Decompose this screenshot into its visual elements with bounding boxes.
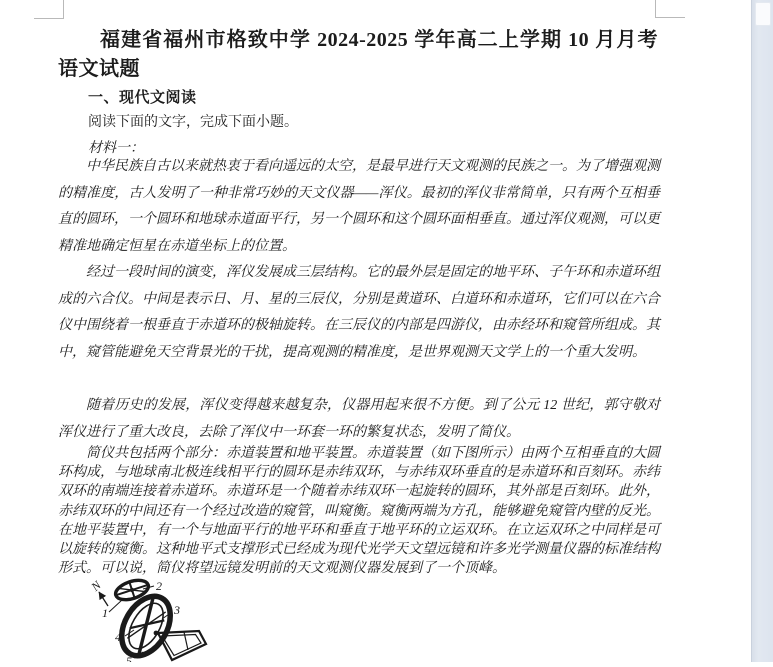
armillary-figure-drawing [86,574,221,662]
figure-label-4: 4 [115,630,121,644]
paragraph-1: 中华民族自古以来就热衷于看向遥远的太空，是最早进行天文观测的民族之一。为了增强观测的精准度，古人发明了一种非常巧妙的天文仪器——浑仪。最初的浑仪非常简单，只有两个互相垂直的圆环，一个圆环和地球赤道面平行，另一个圆环和这个圆环面相垂直。通过浑仪观测，可以更精准地确定恒星在赤道坐标上的位置。 [58,159,660,254]
section-heading: 一、现代文阅读 [88,89,197,106]
figure-label-2: 2 [156,579,162,593]
paragraph-2: 经过一段时间的演变，浑仪发展成三层结构。它的最外层是固定的地平环、子午环和赤道环组成的六合仪。中间是表示日、月、星的三辰仪，分别是黄道环、白道环和赤道环，它们可以在六合仪中围绕着一根垂直于赤道环的极轴旋转。在三辰仪的内部是四游仪，由赤经环和窥管所组成。其中，窥管能避免天空背景光的干扰，提高观测的精准度，是世界观测天文学上的一个重大发明。 [58,265,660,360]
material-label: 材料一： [88,141,144,156]
paragraph-4: 简仪共包括两个部分：赤道装置和地平装置。赤道装置（如下图所示）由两个互相垂直的大圆环构成，与地球南北极连线相平行的圆环是赤纬双环，与赤纬双环垂直的是赤道环和百刻环。赤纬双环的南端连接着赤道环。赤道环是一个随着赤纬双环一起旋转的圆环，其外部是百刻环。此外，赤纬双环的中间还有一个经过改造的窥管，叫窥衡。窥衡两端为方孔，能够避免窥管内壁的反光。在地平装置中，有一个与地面平行的地平环和垂直于地平环的立运双环。在立运双环之中同样是可以旋转的窥衡。这种地平式支撑形式已经成为现代光学天文望远镜和许多光学测量仪器的标准结构形式。可以说，简仪将望远镜发明前的天文观测仪器发展到了一个顶峰。 [58,446,660,577]
vertical-scrollbar[interactable] [751,0,773,662]
north-arrow-icon [88,577,108,606]
text-boundary-mark-top-right [655,0,685,18]
figure-label-1: 1 [102,606,108,620]
text-boundary-mark-top-left [34,0,64,19]
paragraph-3: 随着历史的发展，浑仪变得越来越复杂，仪器用起来很不方便。到了公元 12 世纪，郭守敬对浑仪进行了重大改良，去除了浑仪中一环套一环的繁复状态，发明了简仪。 [58,398,660,440]
armillary-figure [86,574,221,662]
figure-base-frame [158,631,206,660]
scrollbar-thumb[interactable] [755,2,771,26]
north-label: N [88,578,104,594]
figure-label-3: 3 [174,603,180,617]
page-title: 福建省福州市格致中学 2024-2025 学年高二上学期 10 月月考语文试题 [58,29,658,80]
instruction-line: 阅读下面的文字，完成下面小题。 [88,115,298,130]
figure-label-5: 5 [126,654,132,662]
